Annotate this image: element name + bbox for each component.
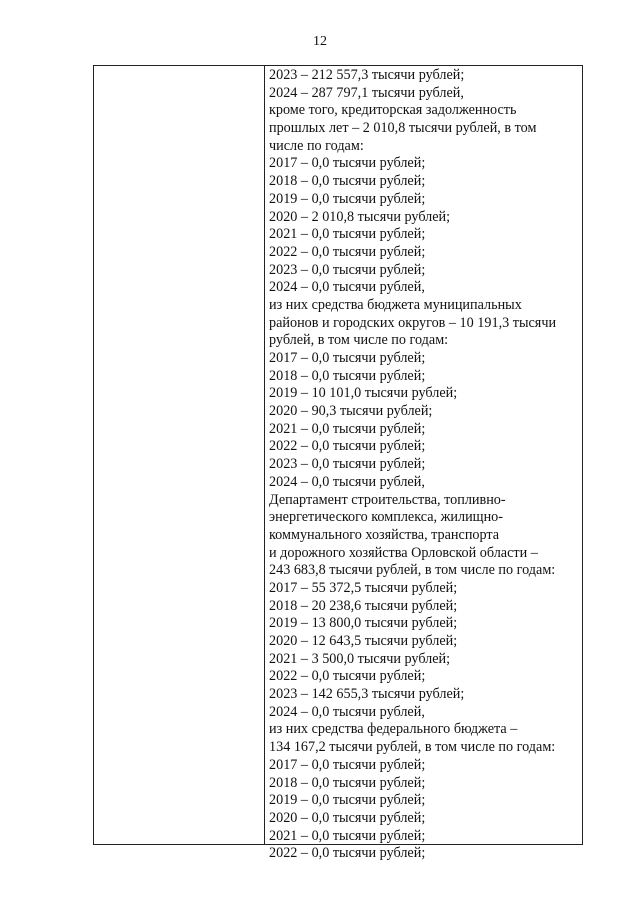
text-line: 2017 – 55 372,5 тысячи рублей; <box>269 579 458 596</box>
text-line: 2019 – 0,0 тысячи рублей; <box>269 190 426 207</box>
text-line: 2019 – 0,0 тысячи рублей; <box>269 792 426 809</box>
text-line: и дорожного хозяйства Орловской области – <box>269 544 538 561</box>
text-line: 2022 – 0,0 тысячи рублей; <box>269 668 426 685</box>
table-right-cell <box>266 67 584 862</box>
text-line: 2022 – 0,0 тысячи рублей; <box>269 845 426 862</box>
text-line: 2021 – 0,0 тысячи рублей; <box>269 420 426 437</box>
text-line: 2018 – 0,0 тысячи рублей; <box>269 367 426 384</box>
text-line: числе по годам: <box>269 137 364 154</box>
text-line: кроме того, кредиторская задолженность <box>269 102 517 119</box>
table-left-cell <box>94 66 265 844</box>
text-line: 2022 – 0,0 тысячи рублей; <box>269 438 426 455</box>
text-line: 2020 – 90,3 тысячи рублей; <box>269 403 433 420</box>
text-line: 2017 – 0,0 тысячи рублей; <box>269 350 426 366</box>
text-line: 2023 – 142 655,3 тысячи рублей; <box>269 686 465 703</box>
text-line: 2020 – 0,0 тысячи рублей; <box>269 809 426 826</box>
text-line: районов и городских округов – 10 191,3 тысячи <box>269 314 557 331</box>
text-line: 2018 – 0,0 тысячи рублей; <box>269 173 426 190</box>
page-number: 12 <box>313 34 327 49</box>
text-line: 2017 – 0,0 тысячи рублей; <box>269 756 426 773</box>
text-line: коммунального хозяйства, транспорта <box>269 526 500 543</box>
text-line: 2018 – 0,0 тысячи рублей; <box>269 774 426 791</box>
text-line: 2023 – 212 557,3 тысячи рублей; <box>269 67 465 83</box>
text-line: 2021 – 0,0 тысячи рублей; <box>269 827 426 844</box>
text-line: 2017 – 0,0 тысячи рублей; <box>269 155 426 172</box>
text-line: 2019 – 13 800,0 тысячи рублей; <box>269 615 458 632</box>
text-line: 2020 – 2 010,8 тысячи рублей; <box>269 208 451 225</box>
text-line: 2023 – 0,0 тысячи рублей; <box>269 261 426 278</box>
text-line: из них средства федерального бюджета – <box>269 721 518 738</box>
text-line: 2024 – 0,0 тысячи рублей, <box>269 473 425 490</box>
text-line: 243 683,8 тысячи рублей, в том числе по годам: <box>269 562 556 579</box>
text-line: 2021 – 0,0 тысячи рублей; <box>269 226 426 243</box>
funding-table <box>93 65 583 862</box>
text-line: рублей, в том числе по годам: <box>269 332 449 349</box>
text-line: прошлых лет – 2 010,8 тысячи рублей, в том <box>269 120 537 137</box>
text-line: 2024 – 0,0 тысячи рублей, <box>269 279 425 296</box>
text-line: 2018 – 20 238,6 тысячи рублей; <box>269 597 458 614</box>
text-line: 2019 – 10 101,0 тысячи рублей; <box>269 385 458 402</box>
text-line: 134 167,2 тысячи рублей, в том числе по годам: <box>269 739 556 756</box>
text-line: 2022 – 0,0 тысячи рублей; <box>269 243 426 260</box>
text-line: 2020 – 12 643,5 тысячи рублей; <box>269 633 458 649</box>
text-line: 2021 – 3 500,0 тысячи рублей; <box>269 650 451 667</box>
text-line: 2024 – 0,0 тысячи рублей, <box>269 703 425 720</box>
text-line: 2024 – 287 797,1 тысячи рублей, <box>269 84 464 101</box>
text-line: Департамент строительства, топливно- <box>269 491 506 508</box>
text-line: из них средства бюджета муниципальных <box>269 296 522 313</box>
text-line: 2023 – 0,0 тысячи рублей; <box>269 456 426 473</box>
text-line: энергетического комплекса, жилищно- <box>269 509 503 526</box>
